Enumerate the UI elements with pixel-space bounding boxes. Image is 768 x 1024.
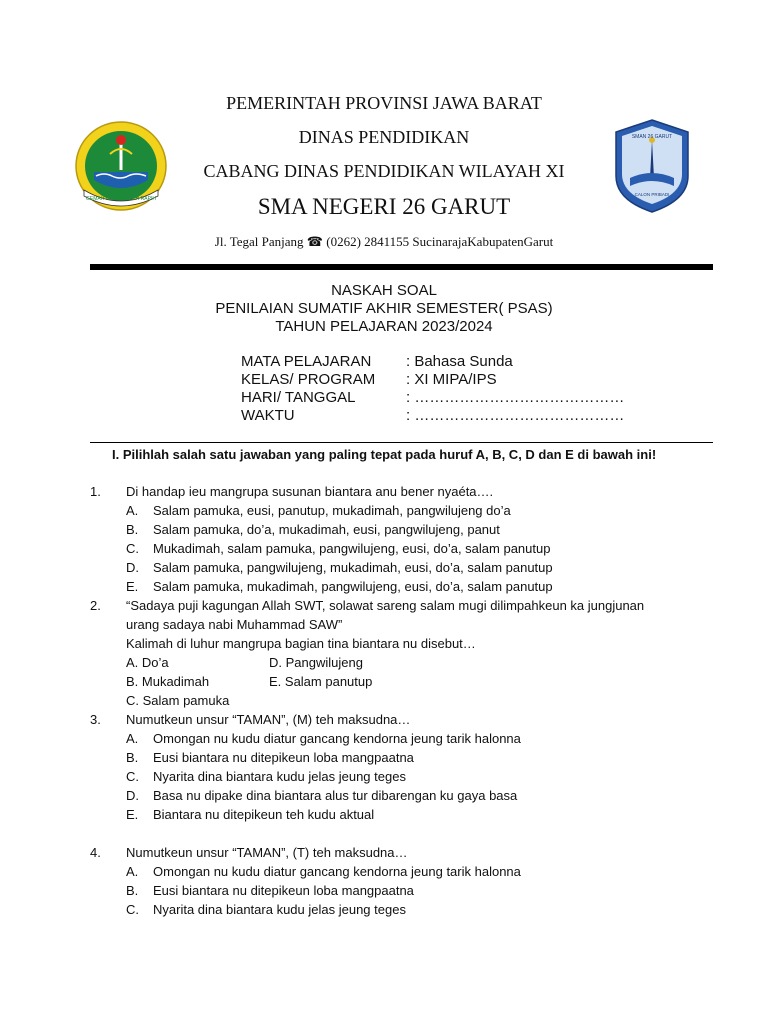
q1-option-d-letter: D. <box>126 560 139 575</box>
q1-option-c-letter: C. <box>126 541 139 556</box>
q1-option-a-letter: A. <box>126 503 139 518</box>
q4-option-c-letter: C. <box>126 902 139 917</box>
q1-option-a: Salam pamuka, eusi, panutup, mukadimah, pangwilujeng do’a <box>153 503 511 518</box>
q4-option-c: Nyarita dina biantara kudu jelas jeung teges <box>153 902 406 917</box>
q3-option-a-letter: A. <box>126 731 139 746</box>
q1-option-c: Mukadimah, salam pamuka, pangwilujeng, eusi, do’a, salam panutup <box>153 541 551 556</box>
instruction-divider <box>90 442 713 443</box>
q3-number: 3. <box>90 712 101 727</box>
q2-option-a: A. Do’a <box>126 655 169 670</box>
info-value-class: : XI MIPA/IPS <box>406 371 497 388</box>
q3-option-b-letter: B. <box>126 750 139 765</box>
school-address <box>0 234 768 250</box>
q1-option-b: Salam pamuka, do’a, mukadimah, eusi, pangwilujeng, panut <box>153 522 500 537</box>
q3-text: Numutkeun unsur “TAMAN”, (M) teh maksudna… <box>126 712 411 727</box>
q3-option-e-letter: E. <box>126 807 139 822</box>
q1-option-e-letter: E. <box>126 579 139 594</box>
q2-option-b: B. Mukadimah <box>126 674 210 689</box>
q2-text-line1: “Sadaya puji kagungan Allah SWT, solawat sareng salam mugi dilimpahkeun ka jungjunan <box>126 598 645 613</box>
info-label-subject: MATA PELAJARAN <box>241 353 372 370</box>
instruction-text: I. Pilihlah salah satu jawaban yang paling tepat pada huruf A, B, C, D dan E di bawah ini! <box>112 447 657 462</box>
q3-option-c-letter: C. <box>126 769 139 784</box>
q4-option-a: Omongan nu kudu diatur gancang kendorna jeung tarik halonna <box>153 864 521 879</box>
doc-title-3: TAHUN PELAJARAN 2023/2024 <box>275 318 493 335</box>
q4-option-b: Eusi biantara nu ditepikeun loba mangpaatna <box>153 883 414 898</box>
q1-option-b-letter: B. <box>126 522 139 537</box>
q2-number: 2. <box>90 598 101 613</box>
info-label-class: KELAS/ PROGRAM <box>241 371 376 388</box>
school-logo-bottom-text: CALON PRIBADI <box>634 192 670 197</box>
q2-option-c: C. Salam pamuka <box>126 693 230 708</box>
q3-option-e: Biantara nu ditepikeun teh kudu aktual <box>153 807 375 822</box>
q2-text-line2: urang sadaya nabi Muhammad SAW” <box>126 617 343 632</box>
q2-option-d: D. Pangwilujeng <box>269 655 363 670</box>
q3-option-c: Nyarita dina biantara kudu jelas jeung teges <box>153 769 406 784</box>
q4-number: 4. <box>90 845 101 860</box>
q4-option-a-letter: A. <box>126 864 139 879</box>
q3-option-b: Eusi biantara nu ditepikeun loba mangpaatna <box>153 750 414 765</box>
school-logo-top-text: SMAN 26 GARUT <box>631 134 673 140</box>
info-label-time: WAKTU <box>241 407 295 424</box>
kop-line-2: DINAS PENDIDIKAN <box>298 127 470 147</box>
q4-text: Numutkeun unsur “TAMAN”, (T) teh maksudna… <box>126 845 408 860</box>
q3-option-d: Basa nu dipake dina biantara alus tur dibarengan ku gaya basa <box>153 788 518 803</box>
address-phone-city: (0262) 2841155 SucinarajaKabupatenGarut <box>326 234 554 249</box>
q1-option-d: Salam pamuka, pangwilujeng, mukadimah, eusi, do’a, salam panutup <box>153 560 553 575</box>
q2-option-e: E. Salam panutup <box>269 674 373 689</box>
q1-number: 1. <box>90 484 101 499</box>
q1-option-e: Salam pamuka, mukadimah, pangwilujeng, eusi, do’a, salam panutup <box>153 579 553 594</box>
phone-icon: ☎ <box>306 234 323 249</box>
kop-line-1: PEMERINTAH PROVINSI JAWA BARAT <box>226 93 542 113</box>
header-divider <box>90 264 713 270</box>
kop-line-3: CABANG DINAS PENDIDIKAN WILAYAH XI <box>203 161 565 181</box>
q3-option-d-letter: D. <box>126 788 139 803</box>
q1-text: Di handap ieu mangrupa susunan biantara anu bener nyaéta…. <box>126 484 494 499</box>
q2-text-line3: Kalimah di luhur mangrupa bagian tina biantara nu disebut… <box>126 636 476 651</box>
address-street: Jl. Tegal Panjang <box>214 234 304 249</box>
q3-option-a: Omongan nu kudu diatur gancang kendorna jeung tarik halonna <box>153 731 521 746</box>
doc-title-2: PENILAIAN SUMATIF AKHIR SEMESTER( PSAS) <box>215 300 553 317</box>
emblem-motto-text: GEMAH RIPAH REPEH RAPIH <box>86 196 156 202</box>
info-label-date: HARI/ TANGGAL <box>241 389 356 406</box>
info-value-subject: : Bahasa Sunda <box>406 353 513 370</box>
doc-title-1: NASKAH SOAL <box>331 282 437 299</box>
school-name: SMA NEGERI 26 GARUT <box>257 194 511 219</box>
info-value-time: : …………………………………… <box>406 407 625 424</box>
q4-option-b-letter: B. <box>126 883 139 898</box>
info-value-date: : …………………………………… <box>406 389 625 406</box>
